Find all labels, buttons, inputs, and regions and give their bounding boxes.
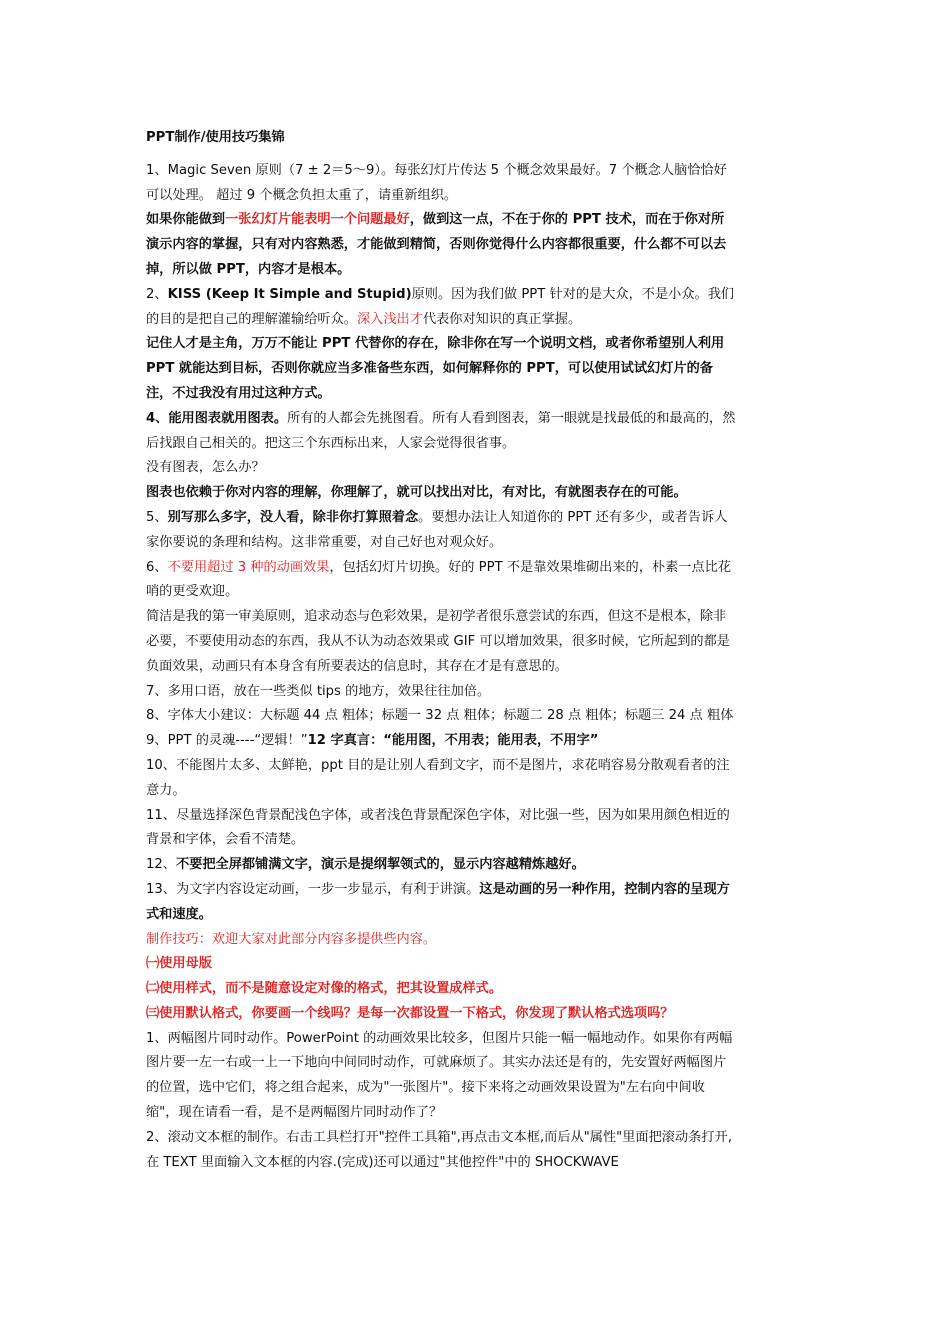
text-run: 1、两幅图片同时动作。PowerPoint 的动画效果比较多，但图片只能一幅一幅地动作。如果你有两幅图片要一左一右或一上一下地向中间同时动作，可就麻烦了。其实办法还是有的，先安置好两幅图片的位置，选中它们，将之组合起来，成为"一张图片"。接下来将之动画效果设置为"左右向中间收缩"，现在请看一看，是不是两幅图片同时动作了？ <box>146 1030 733 1121</box>
text-run: 记住人才是主角，万万不能让 PPT 代替你的存在，除非你在写一个说明文档，或者你希望别人利用 PPT 就能达到目标，否则你就应当多准备些东西，如何解释你的 PPT，可以使用试试幻灯片的备注，不过我没有用过这种方式。 <box>146 336 725 401</box>
text-run: 图表也依赖于你对内容的理解，你理解了，就可以找出对比，有对比，有就图表存在的可能。 <box>146 485 687 501</box>
paragraph <box>146 407 736 457</box>
text-run: KISS (Keep It Simple and Stupid) <box>167 286 412 302</box>
text-run: ㈠使用母版 <box>146 956 212 972</box>
text-run: 12、 <box>146 857 176 873</box>
text-run: 4、能用图表就用图表。 <box>146 410 288 426</box>
text-run: 所有的人都会先挑图看。所有人看到图表，第一眼就是找最低的和最高的，然后找跟自己相关的。把这三个东西标出来，人家会觉得很省事。 <box>146 410 736 451</box>
text-run: 7、多用口语，放在一些类似 tips 的地方，效果往往加倍。 <box>146 683 491 699</box>
paragraph <box>146 1002 736 1027</box>
text-run: 9、PPT 的灵魂----“逻辑！” <box>146 733 308 749</box>
paragraph <box>146 952 736 977</box>
paragraph <box>146 853 736 878</box>
text-run: ，做到这一点，不在于你的 PPT 技术，而在于你对所演示内容的掌握，只有对内容熟悉，才能做到精简，否则你觉得什么内容都很重要，什么都不可以去掉，所以做 PPT，内容才是根本。 <box>146 212 727 277</box>
text-run: 不要用超过 3 种的动画效果 <box>167 559 330 575</box>
text-run: 别写那么多字，没人看，除非你打算照着念 <box>167 509 419 525</box>
paragraph <box>146 208 736 282</box>
text-run: 2、 <box>146 286 168 302</box>
text-run: 代表你对知识的真正掌握。 <box>422 311 582 327</box>
text-run: 不要把全屏都铺满文字，演示是提纲挈领式的，显示内容越精炼越好。 <box>175 857 585 873</box>
document-page <box>146 126 736 1175</box>
document-title: PPT制作/使用技巧集锦 <box>146 130 285 145</box>
text-run: 5、 <box>146 509 168 525</box>
text-run: 原则。因为我们做 PPT 针对的是大众，不是小众。我们的目的是把自己的理解灌输给听众。 <box>146 286 735 327</box>
text-run: ㈡使用样式，而不是随意设定对像的格式，把其设置成样式。 <box>146 981 503 997</box>
text-run: 1、Magic Seven 原则（7 ± 2＝5～9）。每张幻灯片传达 5 个概念效果最好。7 个概念人脑恰恰好可以处理。 超过 9 个概念负担太重了，请重新组织。 <box>146 162 727 203</box>
paragraph <box>146 159 736 209</box>
text-run: 简洁是我的第一审美原则，追求动态与色彩效果，是初学者很乐意尝试的东西，但这不是根本，除非必要，不要使用动态的东西，我从不认为动态效果或 GIF 可以增加效果，很多时候，它所起到的都是负面效果，动画只有本身含有所要表达的信息时，其存在才是有意思的。 <box>146 609 730 674</box>
text-run: 13、为文字内容设定动画，一步一步显示，有利于讲演。 <box>146 881 480 897</box>
text-run: ，包括幻灯片切换。好的 PPT 不是靠效果堆砌出来的，朴素一点比花哨的更受欢迎。 <box>146 559 732 600</box>
document-body <box>146 159 736 1176</box>
paragraph <box>146 456 736 481</box>
paragraph <box>146 1027 736 1126</box>
paragraph <box>146 878 736 928</box>
paragraph <box>146 680 736 705</box>
paragraph <box>146 804 736 854</box>
paragraph <box>146 754 736 804</box>
paragraph <box>146 729 736 754</box>
paragraph <box>146 928 736 953</box>
text-run: 2、滚动文本框的制作。右击工具栏打开"控件工具箱",再点击文本框,而后从"属性"里面把滚动条打开,在 TEXT 里面输入文本框的内容.(完成)还可以通过"其他控件"中的 SHOCKWAVE <box>146 1129 732 1170</box>
text-run: 深入浅出才 <box>357 311 423 327</box>
text-run: 如果你能做到 <box>146 212 226 228</box>
text-run: 没有图表，怎么办？ <box>146 460 265 476</box>
paragraph <box>146 506 736 556</box>
paragraph <box>146 1126 736 1176</box>
text-run: 8、字体大小建议：大标题 44 点 粗体；标题一 32 点 粗体；标题二 28 点 粗体；标题三 24 点 粗体 <box>146 708 734 724</box>
text-run: 11、尽量选择深色背景配浅色字体，或者浅色背景配深色字体，对比强一些，因为如果用颜色相近的背景和字体，会看不清楚。 <box>146 807 730 848</box>
text-run: 12 字真言：“能用图，不用表；能用表，不用字” <box>307 733 599 749</box>
paragraph <box>146 605 736 679</box>
paragraph <box>146 481 736 506</box>
paragraph <box>146 704 736 729</box>
text-run: 10、不能图片太多、太鲜艳，ppt 目的是让别人看到文字，而不是图片，求花哨容易分散观看者的注意力。 <box>146 757 730 798</box>
text-run: 这是动画的另一种作用，控制内容的呈现方式和速度。 <box>146 881 730 922</box>
paragraph <box>146 283 736 333</box>
text-run: 。要想办法让人知道你的 PPT 还有多少，或者告诉人家你要说的条理和结构。这非常重要，对自己好也对观众好。 <box>146 509 728 550</box>
paragraph <box>146 977 736 1002</box>
text-run: 制作技巧：欢迎大家对此部分内容多提供些内容。 <box>146 931 437 947</box>
text-run: ㈢使用默认格式，你要画一个线吗？是每一次都设置一下格式，你发现了默认格式选项吗？ <box>146 1005 674 1021</box>
text-run: 一张幻灯片能表明一个问题最好 <box>225 212 410 228</box>
paragraph <box>146 332 736 406</box>
text-run: 6、 <box>146 559 168 575</box>
paragraph <box>146 556 736 606</box>
